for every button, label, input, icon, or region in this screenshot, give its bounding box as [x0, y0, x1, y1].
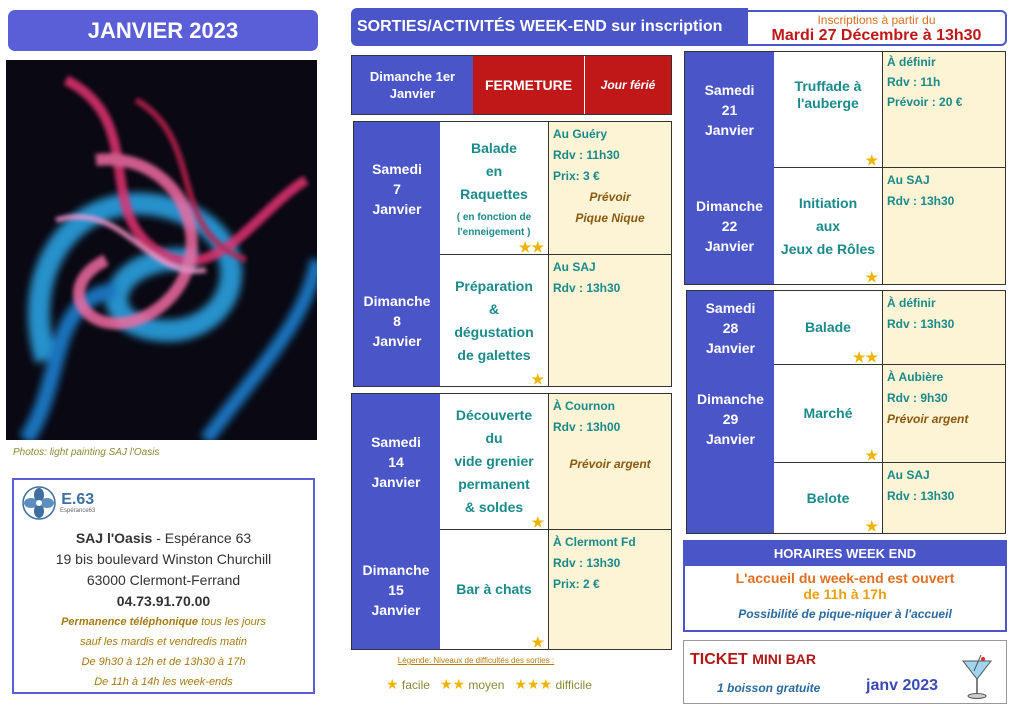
weekend-block-3: [684, 51, 1006, 285]
closure-day: Dimanche 1er Janvier: [352, 56, 473, 114]
info-cell: À définir Rdv : 13h30: [883, 291, 1005, 365]
info-cell: Au Guéry Rdv : 11h30 Prix: 3 € Prévoir Pique Nique: [549, 122, 671, 255]
activity-cell: Balade ★★: [774, 291, 883, 365]
phone-number: 04.73.91.70.00: [116, 593, 211, 609]
star-icon: ★★: [439, 676, 466, 692]
weekend-block-1: [353, 121, 672, 387]
star-icon: ★: [531, 634, 544, 650]
perm-bold: Permanence téléphonique: [61, 616, 199, 628]
legend-title: Légende: Niveaux de difficultés des sorties :: [397, 656, 555, 665]
closure-note: Jour férié: [584, 56, 671, 114]
hours-title: HORAIRES WEEK END: [685, 542, 1005, 566]
legend-medium: moyen: [468, 678, 505, 692]
ticket-mini-bar: [683, 640, 1007, 704]
ticket-title: TICKET: [690, 651, 748, 668]
star-icon: ★: [865, 269, 878, 285]
address-line-1: 19 bis boulevard Winston Churchill: [55, 551, 272, 567]
star-icon: ★★★: [514, 676, 553, 692]
info-cell: À Cournon Rdv : 13h00 Prévoir argent: [549, 394, 671, 530]
star-icon: ★: [386, 676, 399, 692]
star-icon: ★: [531, 371, 544, 387]
day-label: Samedi 14 Janvier: [352, 394, 440, 530]
flower-logo-icon: [22, 486, 56, 520]
hours-line-1: L'accueil du week-end est ouvert: [735, 570, 955, 586]
day-label: Dimanche 8 Janvier: [354, 255, 440, 386]
info-cell: À définir Rdv : 11h Prévoir : 20 €: [883, 52, 1005, 168]
org-suffix: - Espérance 63: [152, 530, 252, 546]
info-cell: Au SAJ Rdv : 13h30: [883, 168, 1005, 284]
activity-cell: Initiation aux Jeux de Rôles ★: [774, 168, 883, 284]
ticket-gift: 1 boisson gratuite: [717, 681, 821, 695]
legend: [386, 676, 592, 693]
closure-row: [351, 55, 672, 115]
photo-caption: Photos: light painting SAJ l'Oasis: [13, 447, 160, 458]
info-cell: Au SAJ Rdv : 13h30: [549, 255, 671, 386]
star-icon: ★★: [518, 239, 544, 255]
month-title: JANVIER 2023: [8, 10, 318, 51]
light-painting-photo: [6, 60, 317, 440]
info-cell: À Aubière Rdv : 9h30 Prévoir argent: [883, 365, 1005, 463]
star-icon: ★: [531, 514, 544, 530]
legend-easy: facile: [401, 678, 430, 692]
weekend-block-2: [351, 393, 672, 650]
day-label: Dimanche 15 Janvier: [352, 530, 440, 649]
registration-box: [746, 10, 1007, 46]
day-label: Samedi 21 Janvier: [685, 52, 774, 168]
hours-line-2: de 11h à 17h: [803, 586, 887, 602]
logo-brand: E.63: [61, 491, 95, 508]
logo-sub: Espérance63: [60, 508, 96, 514]
ticket-date: janv 2023: [866, 677, 939, 694]
hours-line-3: Possibilité de pique-niquer à l'accueil: [738, 607, 952, 621]
hours-line-1: De 9h30 à 12h et de 13h30 à 17h: [81, 656, 246, 668]
activity-cell: Préparation & dégustation de galettes ★: [440, 255, 549, 386]
registration-date: Mardi 27 Décembre à 13h30: [771, 27, 982, 44]
day-label: Dimanche 22 Janvier: [685, 168, 774, 284]
contact-card: [12, 478, 315, 694]
closure-status: FERMETURE: [473, 56, 584, 114]
activities-header: SORTIES/ACTIVITÉS WEEK-END sur inscription: [351, 8, 748, 46]
esperance-logo: [22, 486, 95, 520]
cocktail-glass-icon: [959, 655, 995, 701]
day-label: Samedi 7 Janvier: [354, 122, 440, 255]
star-icon: ★: [865, 152, 878, 168]
info-cell: À Clermont Fd Rdv : 13h30 Prix: 2 €: [549, 530, 671, 649]
address-line-2: 63000 Clermont-Ferrand: [86, 572, 241, 588]
day-label: Dimanche 29 Janvier: [687, 365, 774, 533]
activity-cell: Marché ★: [774, 365, 883, 463]
weekend-block-4: [686, 290, 1006, 534]
registration-label: Inscriptions à partir du: [817, 13, 936, 27]
activity-cell: Bar à chats ★: [440, 530, 549, 649]
star-icon: ★: [865, 447, 878, 463]
hours-line-2: De 11h à 14h les week-ends: [94, 676, 233, 688]
activity-cell: Découverte du vide grenier permanent & soldes ★: [440, 394, 549, 530]
weekend-hours-box: [683, 540, 1007, 632]
legend-hard: difficile: [555, 678, 592, 692]
star-icon: ★★: [852, 349, 878, 365]
activity-cell: Truffade à l'auberge ★: [774, 52, 883, 168]
star-icon: ★: [865, 518, 878, 534]
day-label: Samedi 28 Janvier: [687, 291, 774, 365]
activity-cell: Balade en Raquettes ( en fonction de l'enneigement ) ★★: [440, 122, 549, 255]
info-cell: Au SAJ Rdv : 13h30: [883, 463, 1005, 533]
org-name: SAJ l'Oasis: [75, 530, 153, 546]
perm-rest: tous les jours: [198, 616, 266, 628]
activity-cell: Belote ★: [774, 463, 883, 533]
ticket-title-2: MINI BAR: [752, 651, 817, 667]
perm-line-2: sauf les mardis et vendredis matin: [80, 636, 247, 648]
